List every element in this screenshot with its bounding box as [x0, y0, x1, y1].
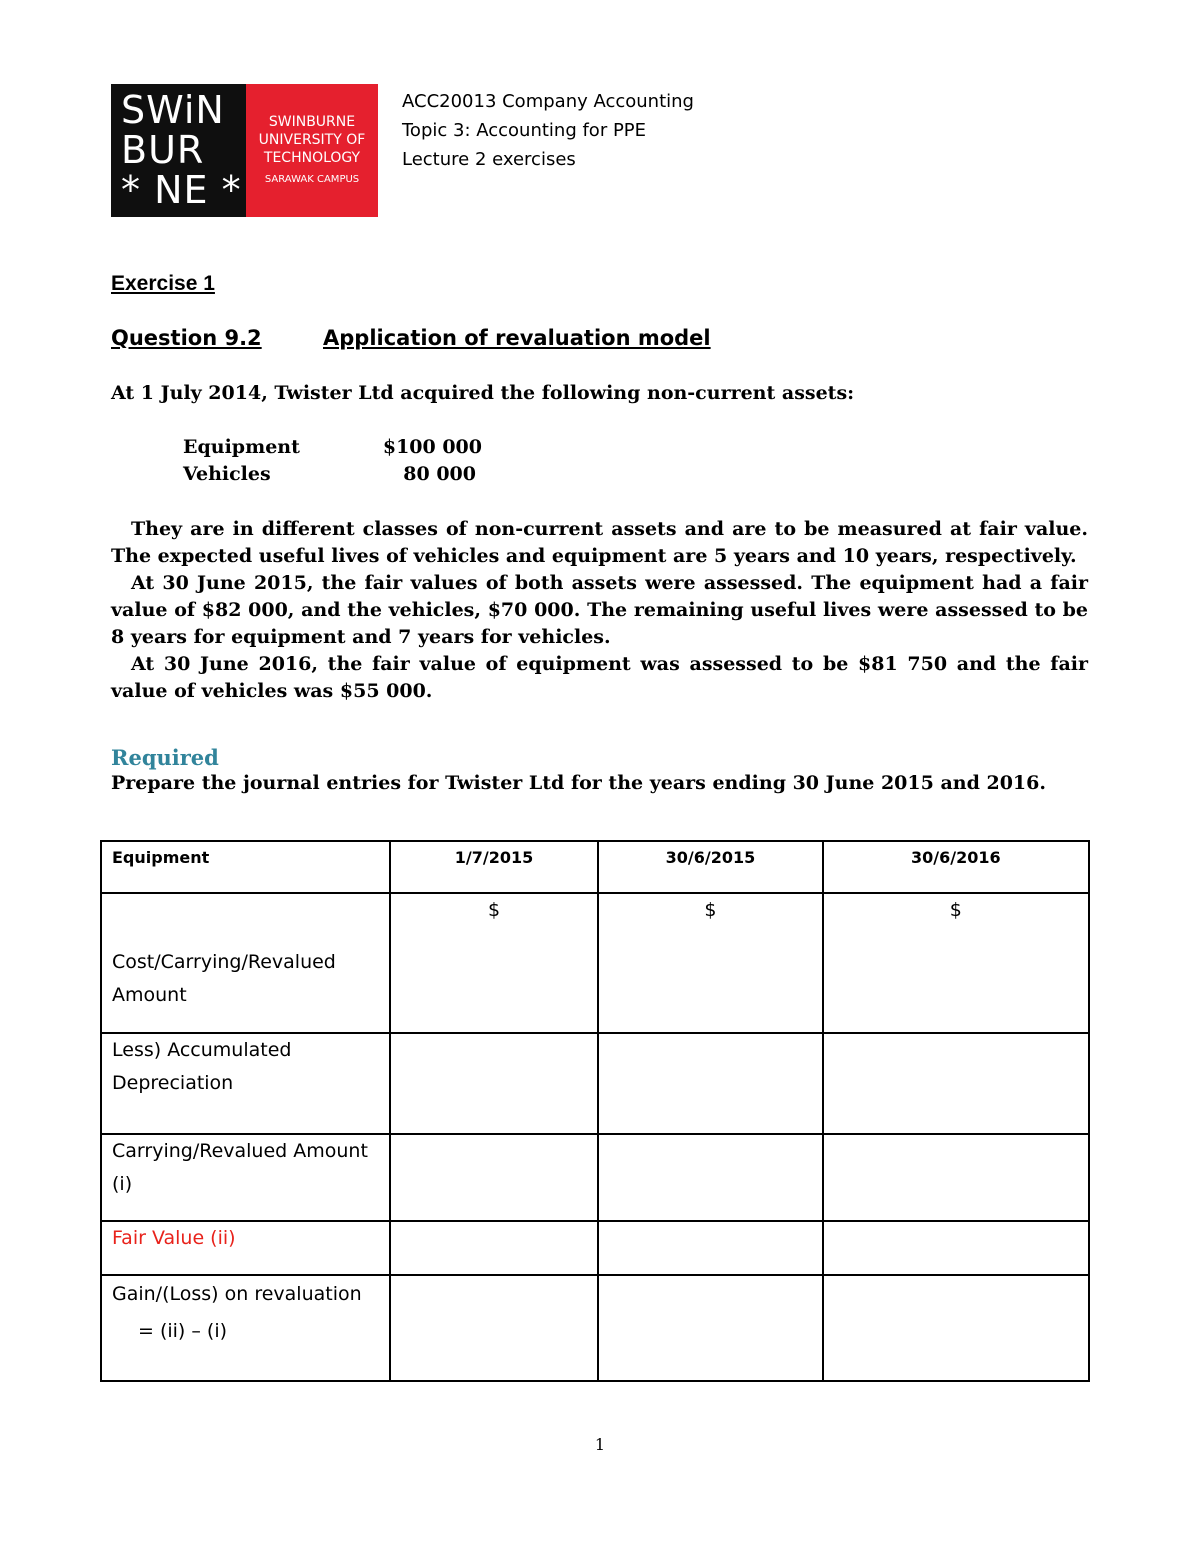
answer-cell[interactable]	[823, 1221, 1089, 1275]
column-header: 1/7/2015	[390, 841, 598, 893]
document-header	[402, 87, 694, 174]
table-row	[101, 1134, 1089, 1221]
row-label: Less) Accumulated Depreciation	[101, 1033, 390, 1134]
asset-name: Vehicles	[183, 463, 271, 485]
required-label: Required	[111, 745, 219, 770]
question-title: Application of revaluation model	[323, 326, 711, 350]
currency-cell: $	[598, 893, 822, 1033]
question-body	[111, 516, 1088, 705]
answer-cell[interactable]	[390, 1275, 598, 1381]
answer-cell[interactable]	[598, 1275, 822, 1381]
answer-cell[interactable]	[823, 1134, 1089, 1221]
question-number: Question 9.2	[111, 326, 262, 350]
intro-text: At 1 July 2014, Twister Ltd acquired the following non-current assets:	[111, 382, 855, 404]
column-header: 30/6/2016	[823, 841, 1089, 893]
row-label: Cost/Carrying/Revalued Amount	[101, 893, 390, 1033]
asset-value: 80 000	[403, 463, 476, 485]
currency-cell: $	[823, 893, 1089, 1033]
row-label: Carrying/Revalued Amount (i)	[101, 1134, 390, 1221]
row-label: Gain/(Loss) on revaluation = (ii) – (i)	[101, 1275, 390, 1381]
logo-campus-block: SWINBURNE UNIVERSITY OF TECHNOLOGY SARAWAK CAMPUS	[246, 84, 378, 217]
table-row	[101, 1033, 1089, 1134]
course-title: ACC20013 Company Accounting	[402, 91, 694, 112]
table-row	[101, 893, 1089, 1033]
answer-cell[interactable]	[390, 1033, 598, 1134]
column-header: 30/6/2015	[598, 841, 822, 893]
currency-cell: $	[390, 893, 598, 1033]
asset-name: Equipment	[183, 436, 300, 458]
required-text: Prepare the journal entries for Twister Ltd for the years ending 30 June 2015 and 2016.	[111, 772, 1046, 794]
answer-cell[interactable]	[823, 1275, 1089, 1381]
answer-cell[interactable]	[598, 1033, 822, 1134]
equipment-table	[100, 840, 1090, 1382]
asset-value: $100 000	[382, 436, 482, 458]
lecture-title: Lecture 2 exercises	[402, 149, 576, 170]
university-logo	[111, 84, 378, 217]
paragraph: They are in different classes of non-current assets and are to be measured at fair value. The expected useful lives of vehicles and equipment are 5 years and 10 years, respectively.	[111, 518, 1088, 567]
paragraph: At 30 June 2016, the fair value of equipment was assessed to be $81 750 and the fair value of vehicles was $55 000.	[111, 653, 1088, 702]
table-header-row	[101, 841, 1089, 893]
column-header: Equipment	[101, 841, 390, 893]
logo-wordmark: SWiN BUR * NE *	[111, 84, 246, 217]
topic-title: Topic 3: Accounting for PPE	[402, 120, 647, 141]
table-row	[101, 1221, 1089, 1275]
answer-cell[interactable]	[390, 1134, 598, 1221]
answer-cell[interactable]	[823, 1033, 1089, 1134]
page-number: 1	[594, 1435, 606, 1454]
exercise-title: Exercise 1	[111, 272, 215, 295]
answer-cell[interactable]	[598, 1221, 822, 1275]
table-row	[101, 1275, 1089, 1381]
row-label: Fair Value (ii)	[101, 1221, 390, 1275]
answer-cell[interactable]	[598, 1134, 822, 1221]
paragraph: At 30 June 2015, the fair values of both assets were assessed. The equipment had a fair value of $82 000, and the vehicles, $70 000. The remaining useful lives were assessed to be 8 years for equipment and 7 years for vehicles.	[111, 572, 1088, 648]
answer-cell[interactable]	[390, 1221, 598, 1275]
